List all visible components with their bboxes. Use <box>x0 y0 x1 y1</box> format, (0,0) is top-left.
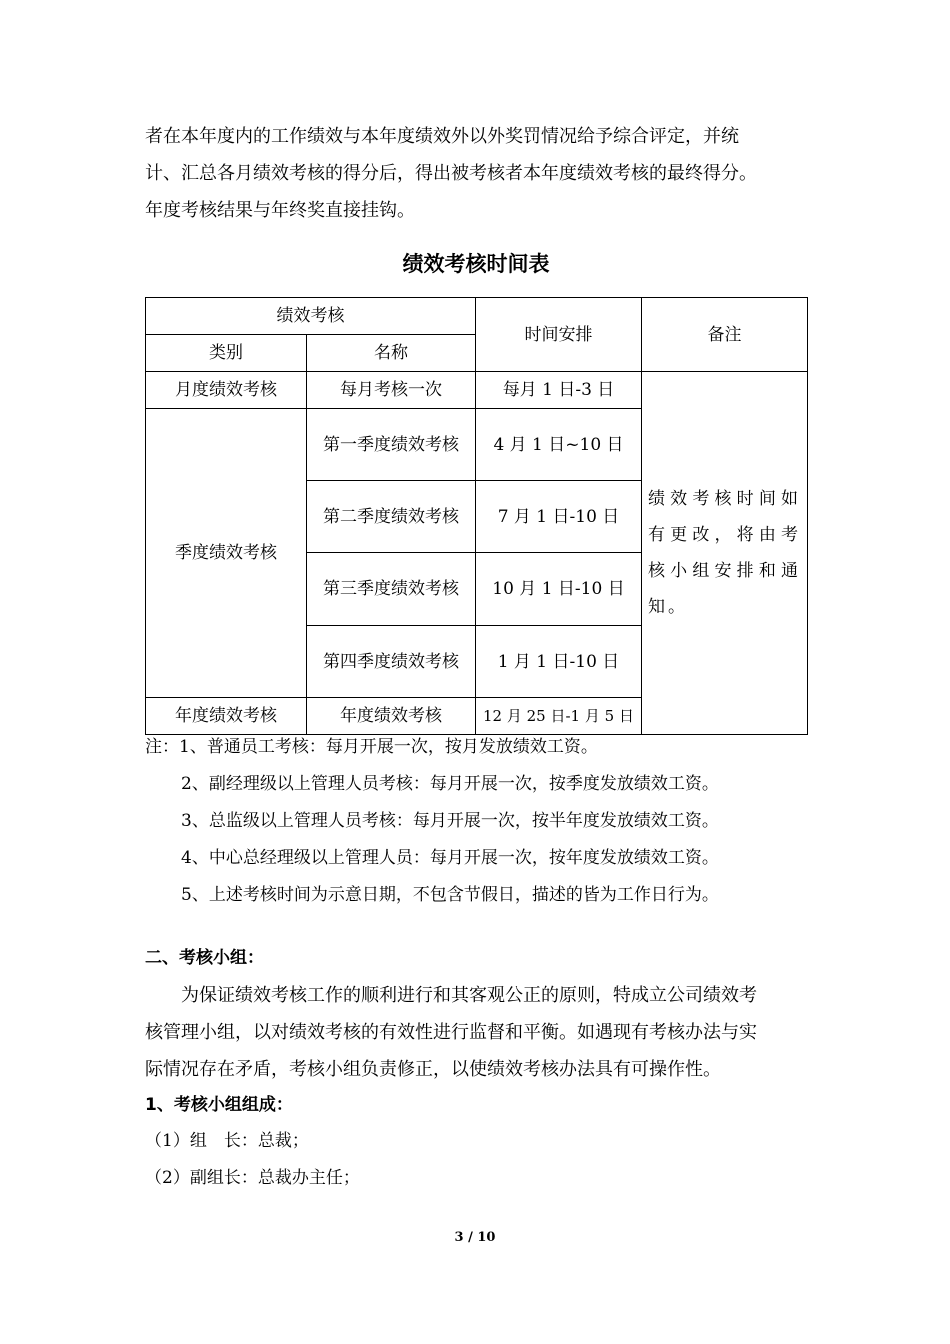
note-line: 3、总监级以上管理人员考核：每月开展一次，按半年度发放绩效工资。 <box>181 811 719 831</box>
name-cell: 每月考核一次 <box>307 372 476 409</box>
category-cell: 年度绩效考核 <box>146 698 307 735</box>
note-line: 2、副经理级以上管理人员考核：每月开展一次，按季度发放绩效工资。 <box>181 774 719 794</box>
subsection-heading: 1、考核小组组成： <box>145 1095 293 1115</box>
section-paragraph <box>145 977 815 1088</box>
time-cell: 1 月 1 日-10 日 <box>476 626 642 698</box>
note-line: 5、上述考核时间为示意日期，不包含节假日，描述的皆为工作日行为。 <box>181 885 719 905</box>
time-cell: 每月 1 日-3 日 <box>476 372 642 409</box>
section-heading: 二、考核小组： <box>145 948 264 968</box>
name-cell: 年度绩效考核 <box>307 698 476 735</box>
notes-block <box>145 729 825 914</box>
intro-line: 年度考核结果与年终奖直接挂钩。 <box>145 200 415 221</box>
name-cell: 第三季度绩效考核 <box>307 553 476 626</box>
header-group: 绩效考核 <box>146 298 476 335</box>
intro-paragraph <box>145 118 815 229</box>
page-number: 3 / 10 <box>454 1230 496 1245</box>
header-remark: 备注 <box>642 298 808 372</box>
member-item: （1）组 长：总裁； <box>145 1131 309 1151</box>
name-cell: 第四季度绩效考核 <box>307 626 476 698</box>
table-title: 绩效考核时间表 <box>402 252 550 276</box>
category-cell: 月度绩效考核 <box>146 372 307 409</box>
time-cell: 12 月 25 日-1 月 5 日 <box>476 698 642 735</box>
paragraph-line: 为保证绩效考核工作的顺利进行和其客观公正的原则，特成立公司绩效考 <box>181 985 757 1006</box>
intro-line: 计、汇总各月绩效考核的得分后，得出被考核者本年度绩效考核的最终得分。 <box>145 163 757 184</box>
member-item: （2）副组长：总裁办主任； <box>145 1168 360 1188</box>
schedule-table <box>145 297 808 735</box>
header-name: 名称 <box>307 335 476 372</box>
time-cell: 7 月 1 日-10 日 <box>476 481 642 553</box>
name-cell: 第一季度绩效考核 <box>307 409 476 481</box>
note-line: 4、中心总经理级以上管理人员：每月开展一次，按年度发放绩效工资。 <box>181 848 719 868</box>
header-time: 时间安排 <box>476 298 642 372</box>
time-cell: 4 月 1 日~10 日 <box>476 409 642 481</box>
remark-cell: 绩效考核时间如有更改，将由考核小组安排和通知。 <box>642 372 808 735</box>
paragraph-line: 际情况存在矛盾，考核小组负责修正，以使绩效考核办法具有可操作性。 <box>145 1059 721 1080</box>
paragraph-line: 核管理小组，以对绩效考核的有效性进行监督和平衡。如遇现有考核办法与实 <box>145 1022 757 1043</box>
name-cell: 第二季度绩效考核 <box>307 481 476 553</box>
note-line: 注：1、普通员工考核：每月开展一次，按月发放绩效工资。 <box>145 737 598 757</box>
category-cell: 季度绩效考核 <box>146 409 307 698</box>
time-cell: 10 月 1 日-10 日 <box>476 553 642 626</box>
intro-line: 者在本年度内的工作绩效与本年度绩效外以外奖罚情况给予综合评定，并统 <box>145 126 739 147</box>
header-category: 类别 <box>146 335 307 372</box>
